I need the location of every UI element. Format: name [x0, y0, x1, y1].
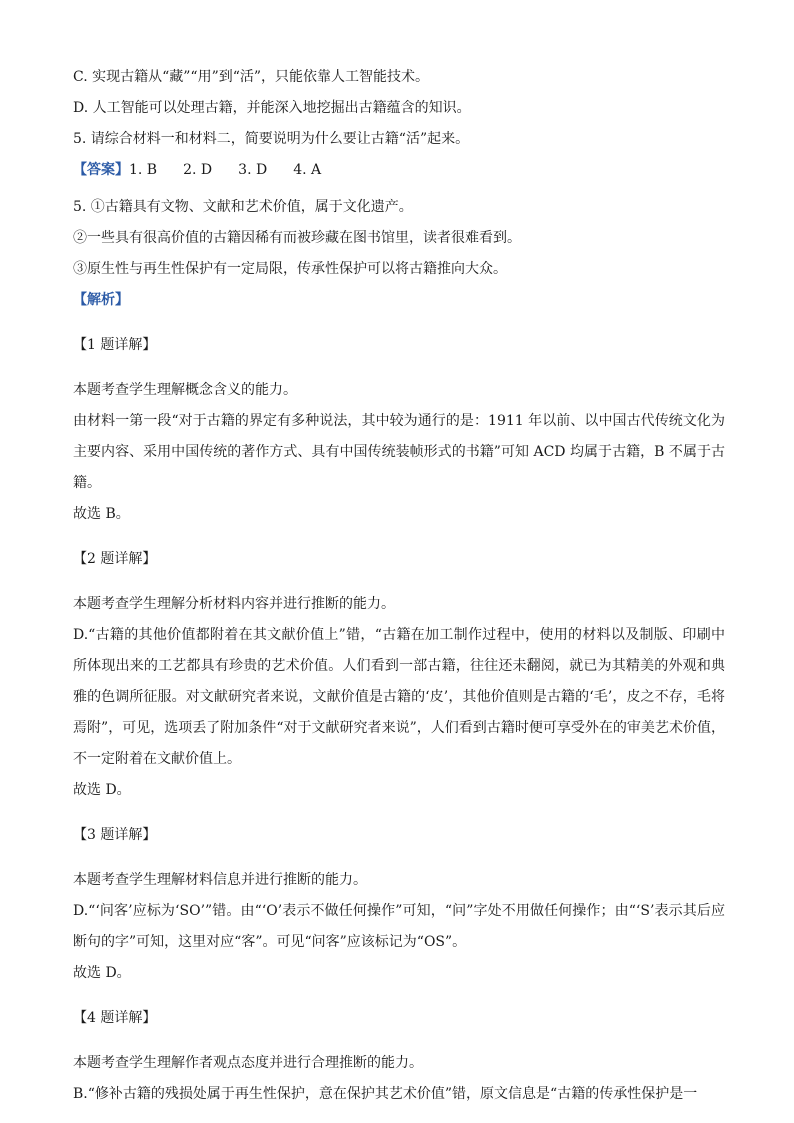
option-d: D. 人工智能可以处理古籍，并能深入地挖掘出古籍蕴含的知识。 — [73, 100, 471, 116]
question-5: 5. 请综合材料一和材料二，简要说明为什么要让古籍“活”起来。 — [73, 131, 470, 147]
option-c: C. 实现古籍从“藏”“用”到“活”，只能依靠人工智能技术。 — [73, 69, 430, 85]
answer-5-point-2: ②一些具有很高价值的古籍因稀有而被珍藏在图书馆里，读者很难看到。 — [73, 230, 521, 246]
answer-5-point-3: ③原生性与再生性保护有一定局限，传承性保护可以将古籍推向大众。 — [73, 261, 507, 277]
q1-choice: 故选 B。 — [73, 506, 130, 522]
q4-ability: 本题考查学生理解作者观点态度并进行合理推断的能力。 — [73, 1055, 423, 1071]
document-page — [73, 62, 725, 1110]
q4-text: B.“修补古籍的残损处属于再生性保护，意在保护其艺术价值”错，原文信息是“古籍的传承性保护是一 — [73, 1086, 698, 1102]
q3-choice: 故选 D。 — [73, 965, 131, 981]
answer-item-2: 2. D — [183, 162, 213, 178]
q3-ability: 本题考查学生理解材料信息并进行推断的能力。 — [73, 872, 367, 888]
analysis-tag: 【解析】 — [73, 292, 129, 308]
answer-tag: 【答案】 — [73, 162, 129, 178]
q2-ability: 本题考查学生理解分析材料内容并进行推断的能力。 — [73, 596, 395, 612]
q3-heading: 【3 题详解】 — [73, 827, 157, 843]
q1-heading: 【1 题详解】 — [73, 337, 157, 353]
answer-item-3: 3. D — [238, 162, 268, 178]
answer-item-1: 1. B — [129, 162, 158, 178]
q2-text: D.“古籍的其他价值都附着在其文献价值上”错，“古籍在加工制作过程中，使用的材料以及制版、印刷中所体现出来的工艺都具有珍贵的艺术价值。人们看到一部古籍，往往还未翻阅，就已为其精美的外观和典雅的色调所征服。对文献研究者来说，文献价值是古籍的‘皮’，其他价值则是古籍的‘毛’，皮之不存，毛将焉附”，可见，选项丢了附加条件“对于文献研究者来说”，人们看到古籍时便可享受外在的审美艺术价值，不一定附着在文献价值上。 — [73, 627, 725, 767]
q2-choice: 故选 D。 — [73, 782, 131, 798]
q4-heading: 【4 题详解】 — [73, 1010, 157, 1026]
q1-text: 由材料一第一段“对于古籍的界定有多种说法，其中较为通行的是：1911 年以前、以中国古代传统文化为主要内容、采用中国传统的著作方式、具有中国传统装帧形式的书籍”可知 ACD 均属于古籍，B 不属于古籍。 — [73, 413, 725, 491]
q2-heading: 【2 题详解】 — [73, 551, 157, 567]
q1-ability: 本题考查学生理解概念含义的能力。 — [73, 382, 297, 398]
answer-line — [73, 155, 725, 186]
answer-item-4: 4. A — [293, 162, 322, 178]
q3-text: D.“‘问客’应标为‘SO’”错。由“‘O’表示不做任何操作”可知，“问”字处不用做任何操作；由“‘S’表示其后应断句的字”可知，这里对应“客”。可见“问客”应该标记为“OS”。 — [73, 903, 725, 950]
answer-5-point-1: 5. ①古籍具有文物、文献和艺术价值，属于文化遗产。 — [73, 199, 413, 215]
